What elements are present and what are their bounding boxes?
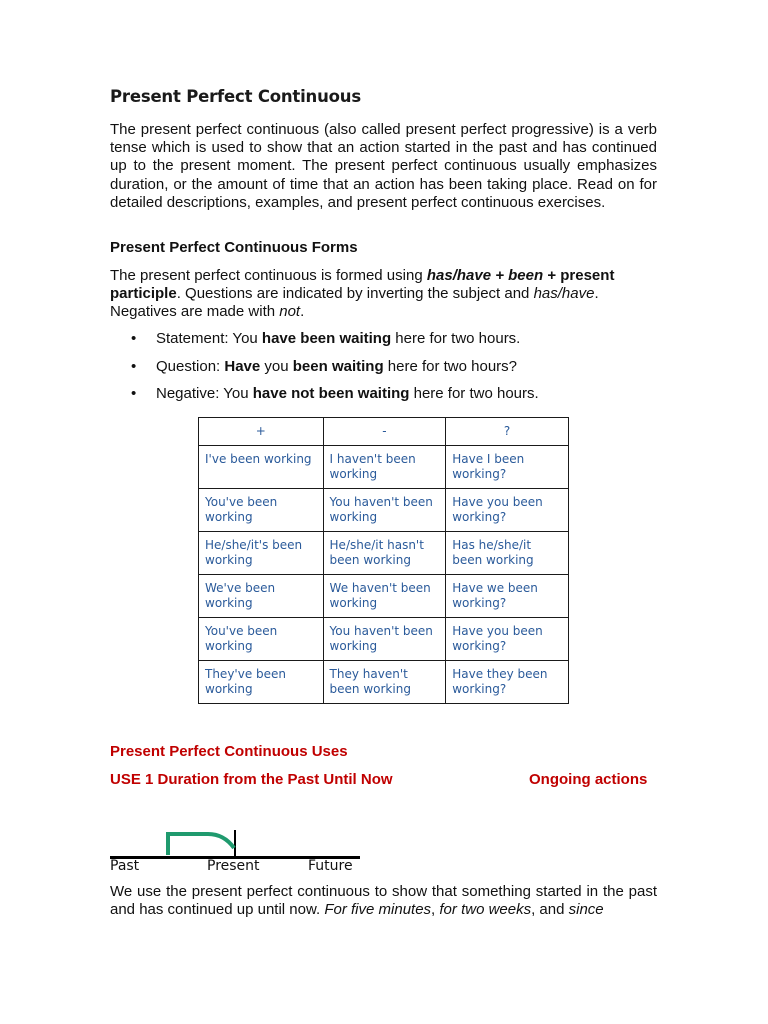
table-header-cell: -: [323, 418, 446, 446]
forms-heading: Present Perfect Continuous Forms: [110, 239, 358, 256]
timeline-label-past: Past: [110, 858, 140, 874]
uses-heading: Present Perfect Continuous Uses: [110, 743, 348, 760]
table-cell: I've been working: [199, 446, 324, 489]
closing-paragraph: We use the present perfect continuous to show that something started in the past and has continued up until now. For five minutes, for two weeks, and since: [110, 883, 657, 919]
table-cell: You've been working: [199, 489, 324, 532]
table-cell: He/she/it's been working: [199, 532, 324, 575]
table-cell: Have they been working?: [446, 661, 569, 704]
use1-label: USE 1 Duration from the Past Until Now: [110, 771, 393, 788]
table-header-cell: +: [199, 418, 324, 446]
timeline-label-future: Future: [308, 858, 353, 874]
ongoing-action-arc: [168, 834, 234, 855]
page-title: Present Perfect Continuous: [110, 87, 361, 106]
table-cell: You haven't been working: [323, 489, 446, 532]
table-row: [199, 446, 569, 489]
table-cell: They've been working: [199, 661, 324, 704]
list-item: • Statement: You have been waiting here for two hours.: [110, 330, 539, 358]
list-item: • Negative: You have not been waiting here for two hours.: [110, 385, 539, 413]
intro-paragraph: The present perfect continuous (also called present perfect progressive) is a verb tense which is used to show that an action started in the past and has continued up to the present moment. The present perfect continuous usually emphasizes duration, or the amount of time that an action has been taking place. Read on for detailed descriptions, examples, and present perfect continuous exercises.: [110, 121, 657, 211]
use1-right-label: Ongoing actions: [529, 771, 648, 788]
list-item: • Question: Have you been waiting here for two hours?: [110, 358, 539, 386]
table-row: [199, 532, 569, 575]
table-cell: They haven't been working: [323, 661, 446, 704]
table-cell: You've been working: [199, 618, 324, 661]
table-cell: Has he/she/it been working: [446, 532, 569, 575]
table-cell: He/she/it hasn't been working: [323, 532, 446, 575]
table-row: [199, 618, 569, 661]
conjugation-table: [198, 417, 569, 704]
table-cell: Have you been working?: [446, 489, 569, 532]
table-cell: Have I been working?: [446, 446, 569, 489]
forms-bullet-list: [110, 330, 539, 413]
table-row: [199, 661, 569, 704]
timeline-diagram: [106, 826, 366, 860]
table-row: [199, 489, 569, 532]
table-cell: We haven't been working: [323, 575, 446, 618]
table-header-row: [199, 418, 569, 446]
forms-paragraph: The present perfect continuous is formed using has/have + been + present participle. Questions are indicated by inverting the subject and has/have. Negatives are made with not.: [110, 267, 615, 321]
table-cell: Have we been working?: [446, 575, 569, 618]
table-header-cell: ?: [446, 418, 569, 446]
table-row: [199, 575, 569, 618]
table-cell: Have you been working?: [446, 618, 569, 661]
table-cell: You haven't been working: [323, 618, 446, 661]
timeline-label-present: Present: [207, 858, 260, 874]
table-cell: We've been working: [199, 575, 324, 618]
table-cell: I haven't been working: [323, 446, 446, 489]
